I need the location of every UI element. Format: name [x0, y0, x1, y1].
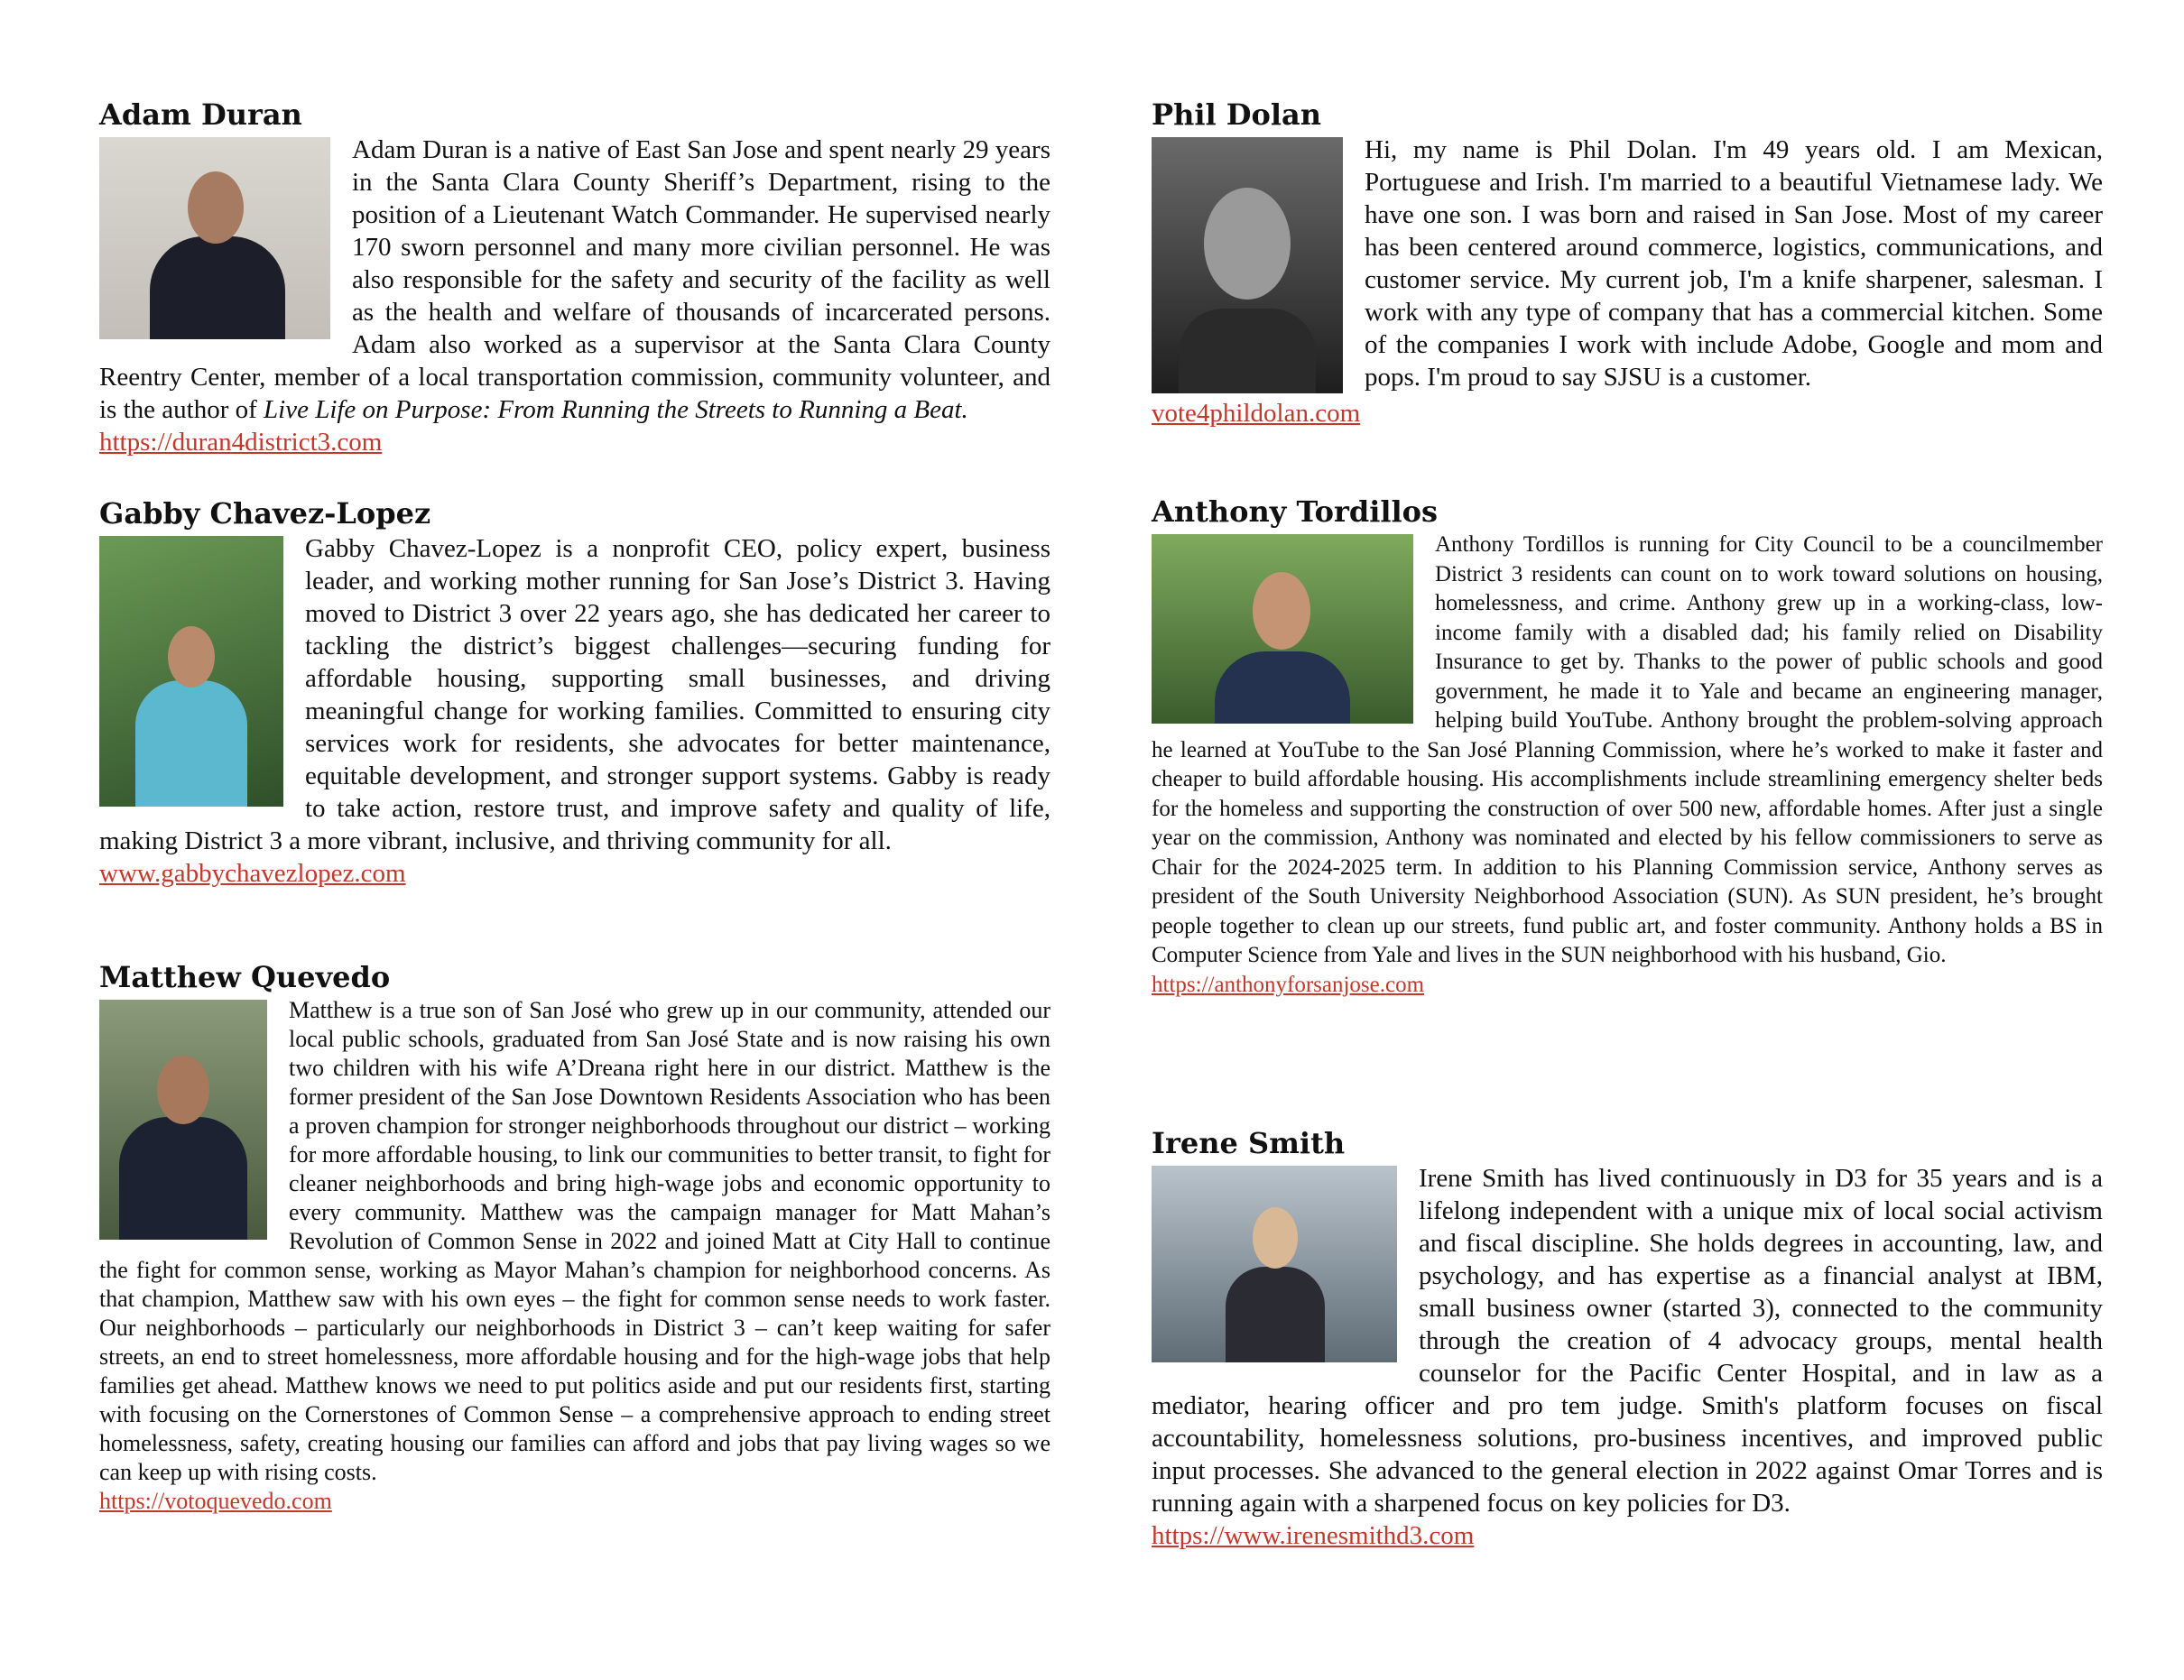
candidate-photo: [1152, 137, 1343, 393]
candidate-website-link[interactable]: https://www.irenesmithd3.com: [1152, 1521, 1475, 1550]
candidate-name: Adam Duran: [99, 97, 302, 132]
candidate-photo: [1152, 534, 1413, 724]
candidate-name: Irene Smith: [1152, 1126, 1346, 1160]
candidate-bio-irene-smith: [1152, 1126, 2103, 1552]
candidate-photo: [99, 137, 330, 339]
candidate-bio-text: Irene Smith has lived continuously in D3 for 35 years and is a lifelong independent with a unique mix of local social activism and fiscal discipline. She holds degrees in accounting, law, and psychology, and has expertise as a financial analyst at IBM, small business owner (started 3), connected to the community through the creation of 4 advocacy groups, mental health counselor for the Pacific Center Hospital, and in law as a mediator, hearing officer and pro tem judge. Smith's platform focuses on fiscal accountability, homelessness solutions, pro-business incentives, and improved public input processes. She advanced to the general election in 2022 against Omar Torres and is running again with a sharpened focus on key policies for D3.: [1152, 1164, 2103, 1518]
candidate-bio-text: Matthew is a true son of San José who grew up in our community, attended our local public schools, graduated from San José State and is now raising his own two children with his wife A’Dreana right here in our district. Matthew is the former president of the San Jose Downtown Residents Association who has been a proven champion for stronger neighborhoods throughout our district – working for more affordable housing, to link our communities to better transit, to fight for cleaner neighborhoods and bring high-wage jobs and economic opportunity to every community. Matthew was the campaign manager for Matt Mahan’s Revolution of Common Sense in 2022 and joined Matt at City Hall to continue the fight for common sense, working as Mayor Mahan’s champion for neighborhood concerns. As that champion, Matthew saw with his own eyes – the fight for common sense needs to work faster. Our neighborhoods – particularly our neighborhoods in District 3 – can’t keep waiting for safer streets, an end to street homelessness, more affordable housing and for the high-wage jobs that help families get ahead. Matthew knows we need to put politics aside and put our residents first, starting with focusing on the Cornerstones of Common Sense – a comprehensive approach to ending street homelessness, safety, creating housing our families can afford and jobs that pay living wages so we can keep up with rising costs.: [99, 997, 1050, 1485]
candidate-name: Matthew Quevedo: [99, 960, 391, 994]
right-column: [1152, 97, 2103, 1552]
candidate-photo: [99, 1000, 267, 1240]
candidate-bio-text: Anthony Tordillos is running for City Council to be a councilmember District 3 residents can count on to work toward solutions on housing, homelessness, and crime. Anthony grew up in a working-class, low-income family with a disabled dad; his family relied on Disability Insurance to get by. Thanks to the power of public schools and good government, he made it to Yale and became an engineering manager, helping build YouTube. Anthony brought the problem-solving approach he learned at YouTube to the San José Planning Commission, where he’s worked to make it faster and cheaper to build affordable housing. His accomplishments include streamlining emergency shelter beds for the homeless and supporting the construction of over 500 new, affordable homes. After just a single year on the commission, Anthony was nominated and elected by his fellow commissioners to serve as Chair for the 2024-2025 term. In addition to his Planning Commission service, Anthony serves as president of the South University Neighborhood Association (SUN). As SUN president, he’s brought people together to clean up our streets, fund public art, and foster community. Anthony holds a BS in Computer Science from Yale and lives in the SUN neighborhood with his husband, Gio.: [1152, 532, 2103, 967]
book-title: Live Life on Purpose: From Running the Streets to Running a Beat.: [264, 395, 968, 424]
candidate-bio-adam-duran: [99, 97, 1050, 496]
candidate-name: Anthony Tordillos: [1152, 494, 1439, 529]
candidate-bio-text: Gabby Chavez-Lopez is a nonprofit CEO, policy expert, business leader, and working mother running for San Jose’s District 3. Having moved to District 3 over 22 years ago, she has dedicated her career to tackling the district’s biggest challenges—securing funding for affordable housing, supporting small businesses, and driving meaningful change for working families. Committed to ensuring city services work for residents, she advocates for better maintenance, equitable development, and stronger support systems. Gabby is ready to take action, restore trust, and improve safety and quality of life, making District 3 a more vibrant, inclusive, and thriving community for all.: [99, 534, 1050, 855]
left-column: [99, 97, 1050, 1516]
candidate-bio-gabby-chavez-lopez: [99, 496, 1050, 960]
candidate-website-link[interactable]: https://duran4district3.com: [99, 428, 383, 457]
candidate-website-link[interactable]: https://anthonyforsanjose.com: [1152, 972, 1425, 997]
candidate-bio-text: Hi, my name is Phil Dolan. I'm 49 years old. I am Mexican, Portuguese and Irish. I'm married to a beautiful Vietnamese lady. We have one son. I was born and raised in San Jose. Most of my career has been centered around commerce, logistics, communications, and customer service. My current job, I'm a knife sharpener, salesman. I work with any type of company that has a commercial kitchen. Some of the companies I work with include Adobe, Google and mom and pops. I'm proud to say SJSU is a customer.: [1152, 134, 2103, 397]
candidate-name: Gabby Chavez-Lopez: [99, 496, 431, 531]
candidate-name: Phil Dolan: [1152, 97, 1322, 132]
candidate-website-link[interactable]: www.gabbychavezlopez.com: [99, 859, 406, 888]
candidate-website-link[interactable]: vote4phildolan.com: [1152, 399, 1361, 428]
candidate-bio-text: Adam Duran is a native of East San Jose and spent nearly 29 years in the Santa Clara County Sheriff’s Department, rising to the position of a Lieutenant Watch Commander. He supervised nearly 170 sworn personnel and many more civilian personnel. He was also responsible for the safety and security of the facility as well as the health and welfare of thousands of incarcerated persons. Adam also worked as a supervisor at the Santa Clara County Reentry Center, member of a local transportation commission, community volunteer, and is the author of Live Life on Purpose: From Running the Streets to Running a Beat.: [99, 135, 1050, 424]
candidate-bio-anthony-tordillos: [1152, 494, 2103, 1126]
candidate-photo: [99, 536, 283, 807]
candidate-bio-matthew-quevedo: [99, 960, 1050, 1516]
candidate-bio-phil-dolan: [1152, 97, 2103, 494]
candidate-website-link[interactable]: https://votoquevedo.com: [99, 1488, 332, 1514]
candidate-photo: [1152, 1166, 1397, 1362]
